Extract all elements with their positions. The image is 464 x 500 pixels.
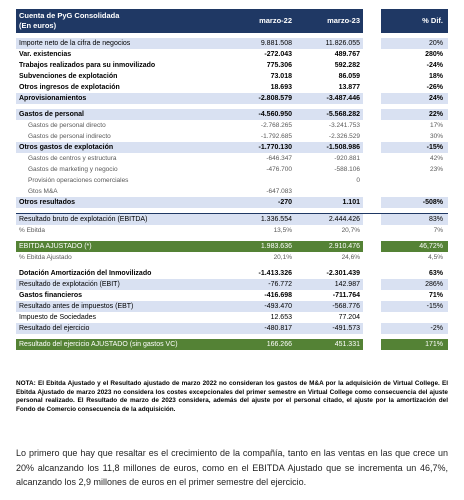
row-label: Otros resultados [16, 197, 228, 208]
row-value-2022: 18.693 [270, 84, 292, 91]
row-pct [381, 175, 448, 186]
table-row [16, 175, 448, 186]
row-value-2022: -4.560.950 [228, 109, 295, 120]
row-label: Gtos M&A [28, 188, 58, 195]
table-row [16, 301, 448, 312]
row-pct: -15% [381, 301, 448, 312]
header-title-line1: Cuenta de PyG Consolidada [19, 11, 120, 20]
row-value-2022: 73.018 [270, 73, 292, 80]
row-value-2022: -272.043 [264, 51, 292, 58]
row-value-2023: -1.508.986 [295, 142, 363, 153]
row-value-2023: 142.987 [295, 279, 363, 290]
row-label: Aprovisionamientos [16, 93, 228, 104]
row-value-2023: 2.910.476 [295, 241, 363, 252]
row-value-2022: -76.772 [228, 279, 295, 290]
table-row [16, 186, 448, 197]
row-pct: 286% [381, 279, 448, 290]
table-note: NOTA: El Ebitda Ajustado y el Resultado ajustado de marzo 2022 no consideran los gastos de M&A por la adquisición de Virtual College. El Ebitda Ajustado de marzo 2023 no considera los costes excepcionales del primer semestre en Virtual College como consecuencia del ajuste personal realizado. El Resultado de marzo de 2023 considera, además del ajuste por el personal citado, el ajuste por la amortización del Fondo de Comercio consecuencia de la adquisición. [16, 380, 448, 414]
table-row [16, 252, 448, 263]
row-value-2023: -5.568.282 [295, 109, 363, 120]
table-row [16, 38, 448, 49]
row-label: Resultado bruto de explotación (EBITDA) [16, 214, 228, 226]
header-col-marzo23: marzo-23 [295, 9, 363, 33]
table-row [16, 82, 448, 93]
table-row [16, 142, 448, 153]
row-value-2022: -646.347 [266, 155, 292, 162]
table-row [16, 290, 448, 301]
row-value-2022: -476.700 [266, 166, 292, 173]
table-row [16, 225, 448, 236]
row-value-2023 [295, 186, 363, 197]
row-label: Var. existencias [19, 51, 72, 58]
table-row [16, 153, 448, 164]
table-row [16, 197, 448, 208]
row-label: Resultado del ejercicio [16, 323, 228, 334]
table-row [16, 131, 448, 142]
row-pct: 20% [381, 38, 448, 49]
table-row [16, 312, 448, 323]
pyg-table [16, 9, 448, 350]
row-pct: 83% [381, 214, 448, 226]
header-col-marzo22: marzo-22 [228, 9, 295, 33]
row-value-2022: -270 [228, 197, 295, 208]
row-label: Resultado antes de impuestos (EBT) [16, 301, 228, 312]
table-row [16, 279, 448, 290]
table-row [16, 71, 448, 82]
row-value-2023: -920.881 [334, 155, 360, 162]
row-pct: -2% [381, 323, 448, 334]
row-value-2022: -1.792.685 [260, 133, 292, 140]
row-label: Otros gastos de explotación [16, 142, 228, 153]
row-pct [381, 312, 448, 323]
row-value-2022: 1.983.636 [228, 241, 295, 252]
row-value-2023: 86.059 [338, 73, 360, 80]
row-label: Gastos de marketing y negocio [28, 166, 118, 173]
table-row [16, 323, 448, 334]
row-value-2022: 1.336.554 [228, 214, 295, 226]
row-value-2022: 13,5% [273, 227, 292, 234]
row-label: Trabajos realizados para su inmovilizado [19, 62, 156, 69]
row-value-2022: 166.266 [228, 339, 295, 350]
table-row [16, 109, 448, 120]
table-row [16, 164, 448, 175]
table-row [16, 60, 448, 71]
row-value-2022: -1.770.130 [228, 142, 295, 153]
row-value-2023: -711.764 [332, 292, 360, 299]
table-header [16, 9, 448, 33]
table-row [16, 339, 448, 350]
row-label: Subvenciones de explotación [19, 73, 118, 80]
row-value-2022: -2.768.265 [260, 122, 292, 129]
row-value-2023: -3.487.446 [295, 93, 363, 104]
row-pct: 7% [433, 227, 443, 234]
row-value-2023: -588.106 [334, 166, 360, 173]
row-label: % Ebitda Ajustado [19, 254, 72, 261]
table-row [16, 93, 448, 104]
row-value-2022: 12.653 [270, 314, 292, 321]
row-value-2023: 1.101 [295, 197, 363, 208]
row-pct: -15% [381, 142, 448, 153]
row-pct: 18% [428, 73, 443, 80]
row-label: Gastos de personal directo [28, 122, 106, 129]
row-pct: 4,5% [428, 254, 443, 261]
row-value-2022: -2.808.579 [228, 93, 295, 104]
row-label: Gastos financieros [19, 292, 83, 299]
row-pct: 17% [429, 122, 443, 129]
row-pct [381, 186, 448, 197]
row-pct: 171% [381, 339, 448, 350]
table-row [16, 241, 448, 252]
row-pct: -26% [426, 84, 443, 91]
row-label: Otros ingresos de explotación [19, 84, 120, 91]
row-value-2022: -480.817 [228, 323, 295, 334]
table-row [16, 214, 448, 226]
row-label: EBITDA AJUSTADO (*) [16, 241, 228, 252]
row-value-2023: -3.241.753 [328, 122, 360, 129]
row-label: Gastos de personal [16, 109, 228, 120]
row-value-2022: -1.413.326 [258, 270, 292, 277]
row-label: Impuesto de Sociedades [19, 314, 97, 321]
row-value-2023: 11.826.055 [295, 38, 363, 49]
row-value-2023: 13.877 [338, 84, 360, 91]
row-pct: 46,72% [381, 241, 448, 252]
row-pct: 71% [428, 292, 443, 299]
row-label: % Ebitda [19, 227, 46, 234]
row-pct: 42% [429, 155, 443, 162]
row-value-2023: 20,7% [341, 227, 360, 234]
row-value-2023: -491.573 [295, 323, 363, 334]
row-value-2023: 451.331 [295, 339, 363, 350]
row-value-2023: -2.326.529 [328, 133, 360, 140]
row-value-2023: -2.301.439 [326, 270, 360, 277]
row-label: Provisión operaciones comerciales [28, 177, 129, 184]
row-value-2022: -493.470 [228, 301, 295, 312]
row-pct: 23% [429, 166, 443, 173]
row-value-2022 [228, 175, 295, 186]
row-value-2023: 0 [356, 177, 360, 184]
body-paragraph: Lo primero que hay que resaltar es el crecimiento de la compañía, tanto en las ventas en las que crece un 20% alcanzando los 11,8 millones de euros, como en el EBITDA Ajustado que se incrementa un 46,7%, alcanzando los 2,9 millones de euros en el primer semestre del ejercicio. [16, 448, 448, 487]
row-pct: -24% [426, 62, 443, 69]
row-value-2023: 592.282 [334, 62, 360, 69]
table-row [16, 268, 448, 279]
row-value-2022: 9.881.508 [228, 38, 295, 49]
row-label: Gastos de personal indirecto [28, 133, 111, 140]
row-label: Dotación Amortización del Inmovilizado [19, 270, 152, 277]
row-value-2022: 20,1% [273, 254, 292, 261]
table-row [16, 120, 448, 131]
row-value-2023: 2.444.426 [295, 214, 363, 226]
header-title-line2: (En euros) [19, 21, 57, 30]
row-pct: 280% [425, 51, 443, 58]
row-value-2023: 489.767 [334, 51, 360, 58]
row-label: Resultado de explotación (EBIT) [16, 279, 228, 290]
row-value-2023: -568.776 [295, 301, 363, 312]
row-value-2022: -416.698 [264, 292, 292, 299]
row-pct: -508% [381, 197, 448, 208]
row-value-2022: -647.083 [266, 188, 292, 195]
row-label: Gastos de centros y estructura [28, 155, 117, 162]
row-label: Resultado del ejercicio AJUSTADO (sin gastos VC) [16, 339, 228, 350]
row-label: Importe neto de la cifra de negocios [16, 38, 228, 49]
row-pct: 24% [381, 93, 448, 104]
row-pct: 22% [381, 109, 448, 120]
row-pct: 30% [429, 133, 443, 140]
table-row [16, 49, 448, 60]
row-pct: 63% [428, 270, 443, 277]
header-title [16, 9, 228, 33]
row-value-2023: 77.204 [338, 314, 360, 321]
row-value-2022: 775.306 [266, 62, 292, 69]
header-col-dif: % Dif. [381, 9, 448, 33]
row-value-2023: 24,6% [341, 254, 360, 261]
